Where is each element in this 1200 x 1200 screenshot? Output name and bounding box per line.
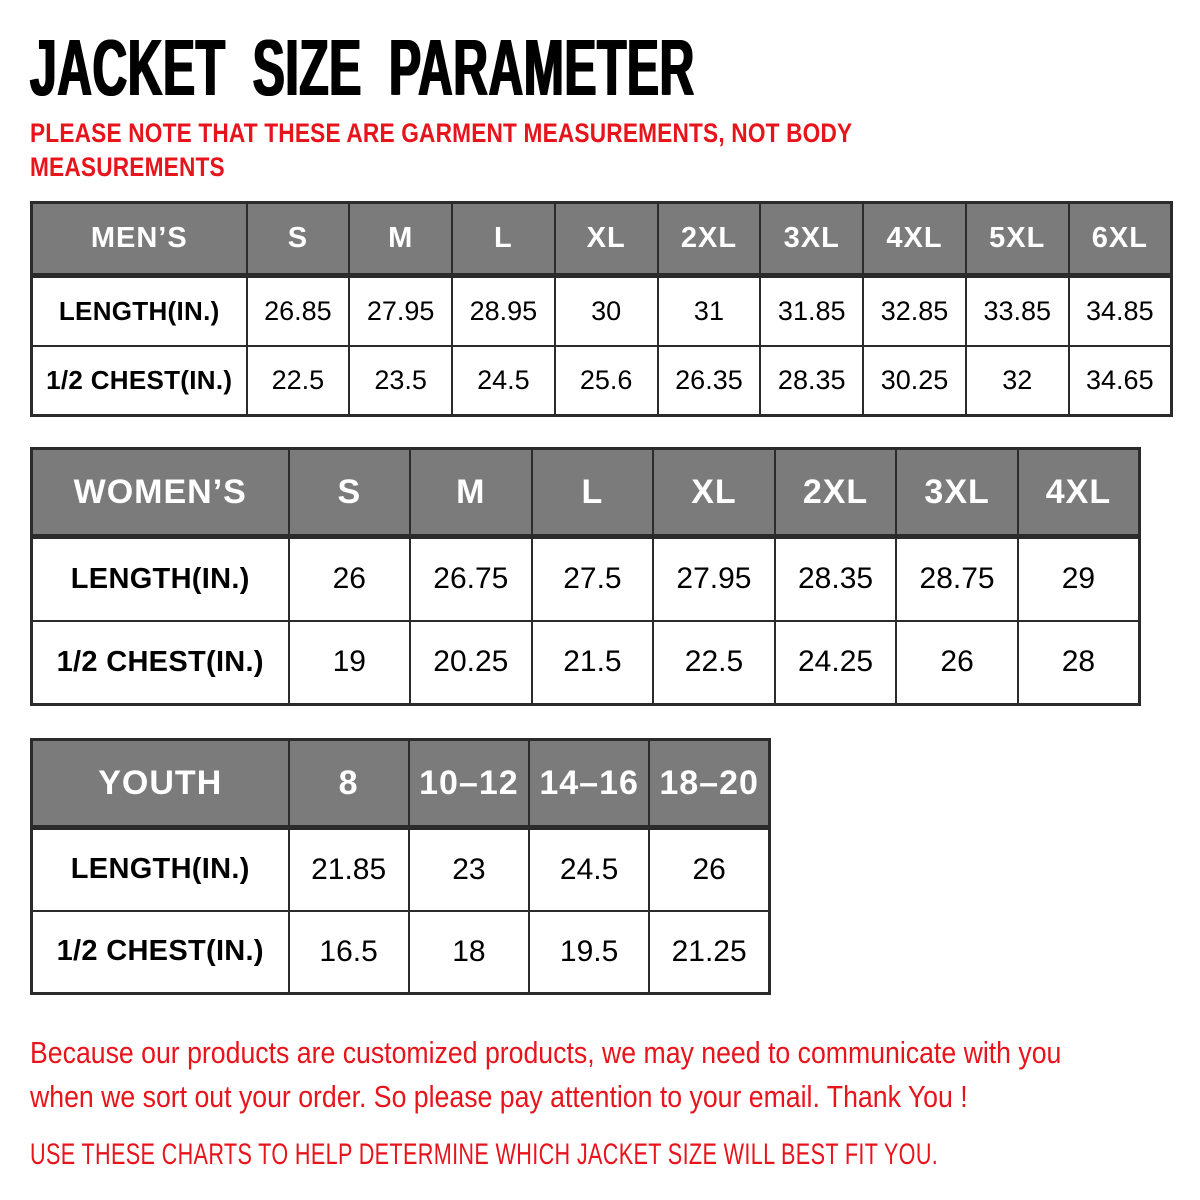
size-header-cell: 4XL [863, 203, 966, 276]
size-header-cell: XL [555, 203, 658, 276]
size-header-cell: 2XL [775, 449, 897, 537]
row-label-cell: LENGTH(IN.) [32, 537, 289, 621]
custom-order-note [30, 1031, 1200, 1119]
table-name-cell: WOMEN’S [32, 449, 289, 537]
value-cell: 19 [289, 621, 411, 705]
size-header-cell: 14–16 [529, 740, 649, 828]
size-header-cell: 18–20 [649, 740, 769, 828]
size-header-cell: XL [653, 449, 775, 537]
value-cell: 32 [966, 346, 1069, 416]
value-cell: 21.85 [289, 828, 409, 911]
size-header-cell: 10–12 [409, 740, 529, 828]
value-cell: 28.35 [775, 537, 897, 621]
table-row [32, 346, 1172, 416]
value-cell: 34.65 [1069, 346, 1172, 416]
value-cell: 30 [555, 276, 658, 346]
row-label-cell: 1/2 CHEST(IN.) [32, 621, 289, 705]
row-label-cell: 1/2 CHEST(IN.) [32, 346, 247, 416]
table-row [32, 537, 1140, 621]
chart-usage-instruction-text: USE THESE CHARTS TO HELP DETERMINE WHICH JACKET SIZE WILL BEST FIT YOU. [30, 1138, 939, 1171]
value-cell: 24.5 [452, 346, 555, 416]
table-row [32, 621, 1140, 705]
size-header-cell: M [349, 203, 452, 276]
size-header-cell: 5XL [966, 203, 1069, 276]
mens-size-table [30, 201, 1173, 417]
value-cell: 31 [658, 276, 761, 346]
garment-measurement-note-line2: MEASUREMENTS [30, 152, 225, 182]
value-cell: 28 [1018, 621, 1140, 705]
value-cell: 24.25 [775, 621, 897, 705]
size-header-cell: 3XL [760, 203, 863, 276]
chart-usage-instruction [30, 1135, 1200, 1175]
size-header-cell: S [247, 203, 350, 276]
size-header-cell: M [410, 449, 532, 537]
size-header-cell: 8 [289, 740, 409, 828]
garment-measurement-note-line1: PLEASE NOTE THAT THESE ARE GARMENT MEASUREMENTS, NOT BODY [30, 118, 853, 148]
value-cell: 30.25 [863, 346, 966, 416]
value-cell: 32.85 [863, 276, 966, 346]
value-cell: 25.6 [555, 346, 658, 416]
value-cell: 27.5 [532, 537, 654, 621]
table-row [32, 828, 770, 911]
value-cell: 28.95 [452, 276, 555, 346]
youth-size-table [30, 738, 771, 995]
size-header-cell: L [532, 449, 654, 537]
value-cell: 23.5 [349, 346, 452, 416]
size-header-cell: 4XL [1018, 449, 1140, 537]
value-cell: 28.75 [896, 537, 1018, 621]
row-label-cell: LENGTH(IN.) [32, 828, 289, 911]
value-cell: 20.25 [410, 621, 532, 705]
size-header-row [32, 740, 770, 828]
table-row [32, 276, 1172, 346]
value-cell: 21.5 [532, 621, 654, 705]
table-name-cell: YOUTH [32, 740, 289, 828]
page-title: JACKET SIZE PARAMETER [30, 23, 695, 112]
row-label-cell: LENGTH(IN.) [32, 276, 247, 346]
value-cell: 26 [289, 537, 411, 621]
value-cell: 22.5 [247, 346, 350, 416]
value-cell: 27.95 [349, 276, 452, 346]
size-header-row [32, 203, 1172, 276]
row-label-cell: 1/2 CHEST(IN.) [32, 911, 289, 994]
value-cell: 27.95 [653, 537, 775, 621]
value-cell: 21.25 [649, 911, 769, 994]
value-cell: 26.85 [247, 276, 350, 346]
value-cell: 26.75 [410, 537, 532, 621]
size-header-cell: L [452, 203, 555, 276]
value-cell: 31.85 [760, 276, 863, 346]
value-cell: 23 [409, 828, 529, 911]
size-header-row [32, 449, 1140, 537]
value-cell: 28.35 [760, 346, 863, 416]
value-cell: 29 [1018, 537, 1140, 621]
value-cell: 16.5 [289, 911, 409, 994]
value-cell: 34.85 [1069, 276, 1172, 346]
value-cell: 18 [409, 911, 529, 994]
size-header-cell: S [289, 449, 411, 537]
value-cell: 19.5 [529, 911, 649, 994]
value-cell: 26 [896, 621, 1018, 705]
value-cell: 24.5 [529, 828, 649, 911]
table-name-cell: MEN’S [32, 203, 247, 276]
size-header-cell: 6XL [1069, 203, 1172, 276]
garment-measurement-note [30, 116, 1200, 184]
custom-order-note-line2: when we sort out your order. So please pay attention to your email. Thank You ! [30, 1079, 968, 1114]
size-header-cell: 3XL [896, 449, 1018, 537]
value-cell: 26.35 [658, 346, 761, 416]
table-row [32, 911, 770, 994]
custom-order-note-line1: Because our products are customized products, we may need to communicate with you [30, 1035, 1062, 1070]
womens-size-table [30, 447, 1141, 706]
value-cell: 26 [649, 828, 769, 911]
size-header-cell: 2XL [658, 203, 761, 276]
value-cell: 22.5 [653, 621, 775, 705]
value-cell: 33.85 [966, 276, 1069, 346]
